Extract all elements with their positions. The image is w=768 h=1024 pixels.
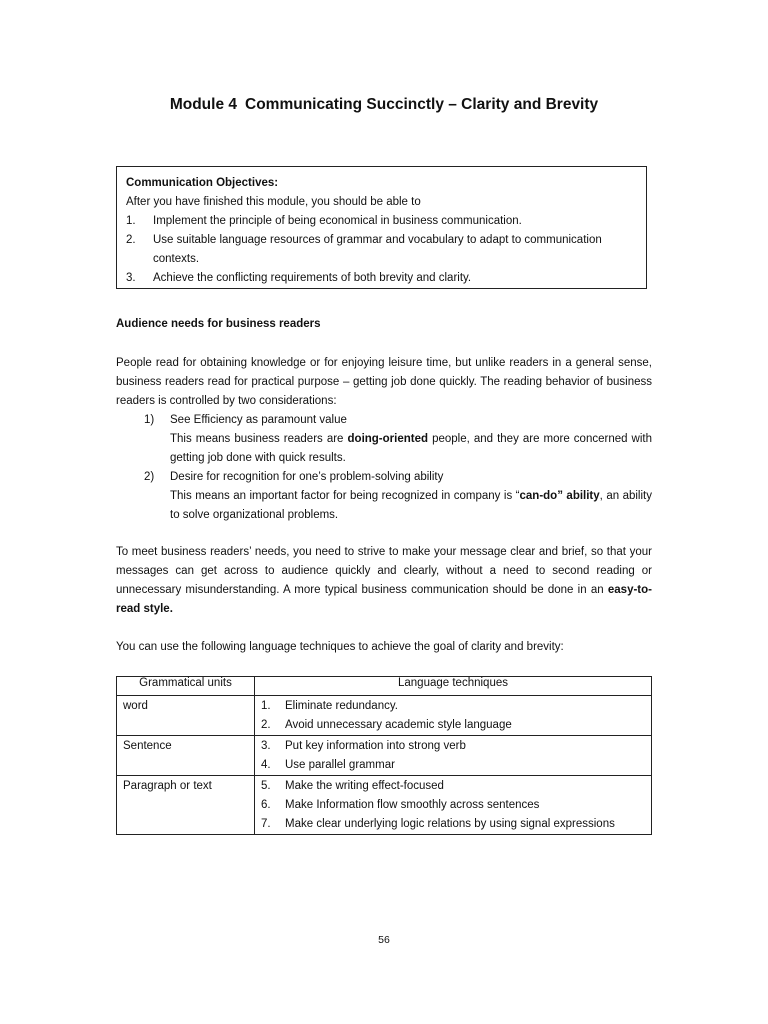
unit-cell: word (117, 696, 255, 736)
techniques-cell (255, 776, 652, 835)
objective-item (126, 212, 637, 231)
table-row (117, 736, 652, 776)
technique-item: 5. Make the writing effect-focused (261, 780, 444, 792)
objective-number: 1. (126, 215, 136, 227)
objective-number: 3. (126, 272, 136, 284)
page-title (0, 96, 768, 114)
consideration-explanation: This means business readers are doing-oriented people, and they are more concerned with getting job done with quick results. (170, 433, 653, 464)
module-number: Module 4 (169, 96, 237, 113)
paragraph-techniques-intro: You can use the following language techniques to achieve the goal of clarity and brevity: (116, 641, 564, 653)
consideration-number: 2) (144, 471, 155, 483)
objective-number: 2. (126, 234, 136, 246)
objective-text: Implement the principle of being economical in business communication. (153, 215, 522, 227)
column-header-techniques: Language techniques (255, 677, 652, 696)
objectives-box (116, 166, 647, 289)
technique-item: 2. Avoid unnecessary academic style language (261, 719, 512, 731)
technique-item: 7. Make clear underlying logic relations by using signal expressions (261, 818, 615, 830)
objectives-heading: Communication Objectives: (126, 177, 279, 189)
paragraph-intro: People read for obtaining knowledge or for enjoying leisure time, but unlike readers in a general sense, business readers read for practical purpose – getting job done quickly. The reading behavior of business readers is controlled by two considerations: (116, 357, 652, 407)
table-row (117, 776, 652, 835)
objective-text: Use suitable language resources of grammar and vocabulary to adapt to communication contexts. (153, 234, 602, 265)
technique-item: 4. Use parallel grammar (261, 759, 395, 771)
consideration-title: Desire for recognition for one’s problem-solving ability (170, 471, 444, 483)
objectives-intro: After you have finished this module, you should be able to (126, 196, 421, 208)
consideration-explanation: This means an important factor for being recognized in company is “can-do” ability, an ability to solve organizational problems. (170, 490, 652, 521)
techniques-cell (255, 736, 652, 776)
table-header-row (117, 677, 652, 696)
technique-item: 6. Make Information flow smoothly across sentences (261, 799, 540, 811)
page-number: 56 (378, 934, 390, 946)
table-row (117, 696, 652, 736)
objective-text: Achieve the conflicting requirements of both brevity and clarity. (153, 272, 472, 284)
techniques-table (116, 676, 652, 835)
consideration-item (116, 411, 652, 468)
technique-item: 1. Eliminate redundancy. (261, 700, 398, 712)
objective-item (126, 231, 637, 269)
section-heading: Audience needs for business readers (116, 318, 321, 330)
unit-cell: Paragraph or text (117, 776, 255, 835)
consideration-number: 1) (144, 414, 155, 426)
unit-cell: Sentence (117, 736, 255, 776)
techniques-cell (255, 696, 652, 736)
considerations-list (116, 411, 652, 525)
emphasis-text: can-do” ability (519, 490, 600, 502)
emphasis-text: doing-oriented (347, 433, 429, 445)
consideration-title: See Efficiency as paramount value (170, 414, 347, 426)
objective-item (126, 269, 637, 288)
column-header-units: Grammatical units (117, 677, 255, 696)
paragraph-needs: To meet business readers’ needs, you need to strive to make your message clear and brief, so that your messages can get across to audience quickly and clearly, without a need to second reading or unnecessary misunderstanding. A more typical business communication should be done in an easy-to-read style. (116, 546, 652, 615)
technique-item: 3. Put key information into strong verb (261, 740, 466, 752)
consideration-item (116, 468, 652, 525)
emphasis-text: easy-to-read style. (116, 584, 652, 615)
module-title: Communicating Succinctly – Clarity and Brevity (245, 96, 599, 113)
